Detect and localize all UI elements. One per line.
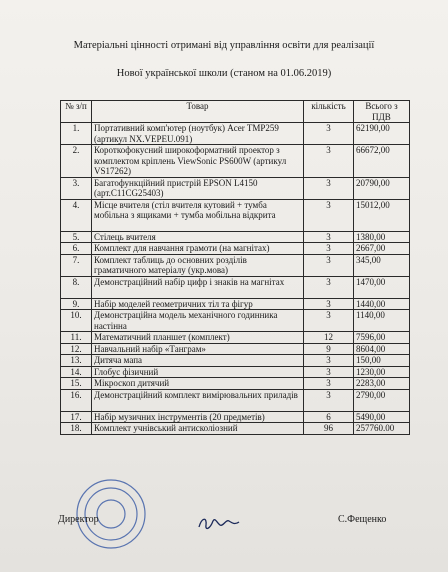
row-num: 15. bbox=[61, 378, 92, 390]
table-row bbox=[61, 298, 410, 310]
signature-icon bbox=[196, 510, 242, 534]
row-name: Набір моделей геометричних тіл та фігур bbox=[92, 298, 304, 310]
table-row bbox=[61, 123, 410, 145]
row-sum: 5490,00 bbox=[354, 411, 410, 423]
header-num: № з/п bbox=[61, 101, 92, 123]
header-qty: кількість bbox=[304, 101, 354, 123]
row-sum: 15012,00 bbox=[354, 199, 410, 231]
row-sum: 150,00 bbox=[354, 355, 410, 367]
row-num: 12. bbox=[61, 343, 92, 355]
row-num: 6. bbox=[61, 243, 92, 255]
row-name: Стілець вчителя bbox=[92, 231, 304, 243]
table-row bbox=[61, 254, 410, 276]
row-qty: 3 bbox=[304, 310, 354, 332]
row-sum: 7596,00 bbox=[354, 332, 410, 344]
row-qty: 12 bbox=[304, 332, 354, 344]
row-sum: 1230,00 bbox=[354, 366, 410, 378]
row-name: Місце вчителя (стіл вчителя кутовий + тумба мобільна з ящиками + тумба мобільна відкрита bbox=[92, 199, 304, 231]
row-sum: 20790,00 bbox=[354, 177, 410, 199]
row-qty: 3 bbox=[304, 199, 354, 231]
header-sum: Всього з ПДВ bbox=[354, 101, 410, 123]
table-row bbox=[61, 389, 410, 411]
row-qty: 3 bbox=[304, 276, 354, 298]
table-row bbox=[61, 366, 410, 378]
row-qty: 96 bbox=[304, 423, 354, 435]
row-name: Навчальний набір «Танграм» bbox=[92, 343, 304, 355]
row-sum: 1470,00 bbox=[354, 276, 410, 298]
row-name: Демонстраційний комплект вимірювальних приладів bbox=[92, 389, 304, 411]
signer-name: С.Фещенко bbox=[338, 514, 387, 525]
row-qty: 3 bbox=[304, 298, 354, 310]
table-row bbox=[61, 332, 410, 344]
row-sum: 2667,00 bbox=[354, 243, 410, 255]
row-name: Дитяча мапа bbox=[92, 355, 304, 367]
row-name: Комплект таблиць до основних розділів граматичного матеріалу (укр.мова) bbox=[92, 254, 304, 276]
goods-table bbox=[60, 100, 410, 435]
row-qty: 3 bbox=[304, 177, 354, 199]
row-sum: 62190,00 bbox=[354, 123, 410, 145]
row-name: Портативний комп'ютер (ноутбук) Acer TMP259 (артикул NX.VEPEU.091) bbox=[92, 123, 304, 145]
row-name: Мікроскоп дитячий bbox=[92, 378, 304, 390]
row-sum: 1140,00 bbox=[354, 310, 410, 332]
row-num: 18. bbox=[61, 423, 92, 435]
row-num: 13. bbox=[61, 355, 92, 367]
row-qty: 3 bbox=[304, 389, 354, 411]
row-name: Демонстраційна модель механічного годинника настінна bbox=[92, 310, 304, 332]
row-sum: 1380,00 bbox=[354, 231, 410, 243]
table-row bbox=[61, 177, 410, 199]
row-qty: 3 bbox=[304, 355, 354, 367]
table-row bbox=[61, 343, 410, 355]
table-row bbox=[61, 276, 410, 298]
row-num: 14. bbox=[61, 366, 92, 378]
row-sum: 2790,00 bbox=[354, 389, 410, 411]
row-num: 7. bbox=[61, 254, 92, 276]
row-qty: 6 bbox=[304, 411, 354, 423]
table-row bbox=[61, 231, 410, 243]
title-line-2: Нової української школи (станом на 01.06.2019) bbox=[116, 68, 332, 79]
row-sum: 66672,00 bbox=[354, 145, 410, 178]
row-qty: 3 bbox=[304, 243, 354, 255]
row-qty: 3 bbox=[304, 231, 354, 243]
director-label: Директор bbox=[58, 514, 99, 525]
row-sum: 257760.00 bbox=[354, 423, 410, 435]
table-header-row bbox=[61, 101, 410, 123]
row-name: Демонстраційний набір цифр і знаків на магнітах bbox=[92, 276, 304, 298]
row-sum: 345,00 bbox=[354, 254, 410, 276]
row-name: Набір музичних інструментів (20 предметів) bbox=[92, 411, 304, 423]
row-qty: 3 bbox=[304, 254, 354, 276]
row-num: 8. bbox=[61, 276, 92, 298]
row-num: 5. bbox=[61, 231, 92, 243]
row-num: 16. bbox=[61, 389, 92, 411]
row-name: Математичний планшет (комплект) bbox=[92, 332, 304, 344]
table-row bbox=[61, 411, 410, 423]
row-num: 10. bbox=[61, 310, 92, 332]
row-sum: 8604,00 bbox=[354, 343, 410, 355]
table-row bbox=[61, 243, 410, 255]
row-name: Комплект учнівський антисколіозний bbox=[92, 423, 304, 435]
row-num: 2. bbox=[61, 145, 92, 178]
row-num: 17. bbox=[61, 411, 92, 423]
table-row bbox=[61, 310, 410, 332]
row-qty: 3 bbox=[304, 123, 354, 145]
title-line-1: Матеріальні цінності отримані від управління освіти для реалізації bbox=[73, 40, 375, 51]
row-name: Комплект для навчання грамоти (на магнітах) bbox=[92, 243, 304, 255]
row-qty: 9 bbox=[304, 343, 354, 355]
table-row bbox=[61, 355, 410, 367]
table-row bbox=[61, 378, 410, 390]
row-num: 1. bbox=[61, 123, 92, 145]
row-qty: 3 bbox=[304, 145, 354, 178]
stamp-center-ring bbox=[97, 500, 125, 528]
row-name: Глобус фізичний bbox=[92, 366, 304, 378]
row-sum: 2283,00 bbox=[354, 378, 410, 390]
header-name: Товар bbox=[92, 101, 304, 123]
row-qty: 3 bbox=[304, 366, 354, 378]
document-title bbox=[0, 38, 448, 81]
signature-stroke bbox=[199, 519, 239, 528]
row-num: 3. bbox=[61, 177, 92, 199]
row-num: 11. bbox=[61, 332, 92, 344]
table-row bbox=[61, 145, 410, 178]
row-num: 9. bbox=[61, 298, 92, 310]
table-row bbox=[61, 423, 410, 435]
row-name: Короткофокусний широкоформатний проектор з комплектом кріплень ViewSonic PS600W (артикул VS17262) bbox=[92, 145, 304, 178]
row-num: 4. bbox=[61, 199, 92, 231]
table-row bbox=[61, 199, 410, 231]
row-name: Багатофункційний пристрій EPSON L4150 (арт.C11CG25403) bbox=[92, 177, 304, 199]
row-qty: 3 bbox=[304, 378, 354, 390]
row-sum: 1440,00 bbox=[354, 298, 410, 310]
